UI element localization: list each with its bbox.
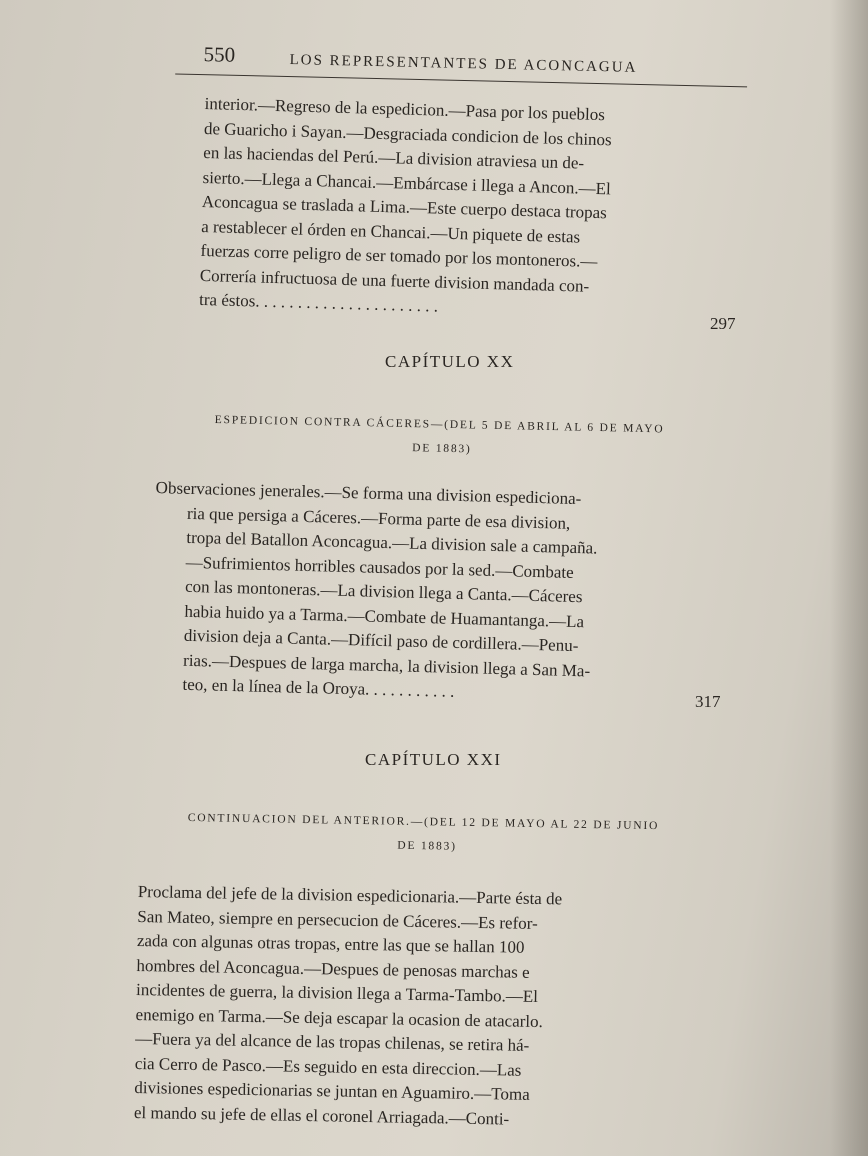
text-line: en las haciendas del Perú.—La division atraviesa un de- <box>203 142 585 173</box>
page-ref-297: 297 <box>710 314 736 333</box>
text-line: divisiones espedicionarias se juntan en Aguamiro.—Toma <box>134 1077 530 1104</box>
text-line: Observaciones jenerales.—Se forma una division espediciona- <box>155 477 582 509</box>
text-line: —Fuera ya del alcance de las tropas chilenas, se retira há- <box>135 1028 530 1055</box>
text-line: cia Cerro de Pasco.—Es seguido en esta direccion.—Las <box>134 1053 522 1080</box>
text-line: Proclama del jefe de la division espedicionaria.—Parte ésta de <box>137 881 563 909</box>
text-line: —Sufrimientos horribles causados por la sed.—Combate <box>185 552 574 582</box>
text-line: zada con algunas otras tropas, entre las que se hallan 100 <box>136 930 525 957</box>
text-line: habia huido ya a Tarma.—Combate de Huamantanga.—La <box>184 601 585 631</box>
text-line: con las montoneras.—La division llega a Canta.—Cáceres <box>184 576 583 607</box>
text-line: a restablecer el órden en Chancai.—Un piquete de estas <box>200 216 581 247</box>
subtitle-line: CONTINUACION DEL ANTERIOR.—(DEL 12 DE MAYO AL 22 DE JUNIO <box>187 811 660 833</box>
page-edge-shadow <box>830 0 868 1156</box>
text-line: hombres del Aconcagua.—Despues de penosas marchas e <box>136 955 530 982</box>
section-top-text <box>199 92 685 326</box>
chapter-xx-subtitle <box>214 408 695 466</box>
subtitle-line: DE 1883) <box>397 839 457 853</box>
text-line: ria que persiga a Cáceres.—Forma parte de esa division, <box>186 503 571 533</box>
text-line: Aconcagua se traslada a Lima.—Este cuerpo destaca tropas <box>201 191 608 223</box>
text-line: enemigo en Tarma.—Se deja escapar la ocasion de atacarlo. <box>135 1004 544 1031</box>
text-line: de Guaricho i Sayan.—Desgraciada condicion de los chinos <box>203 118 612 149</box>
chapter-xx-summary <box>150 476 666 710</box>
text-line: tropa del Batallon Aconcagua.—La division sale a campaña. <box>186 527 598 558</box>
subtitle-line: DE 1883) <box>412 442 472 456</box>
subtitle-line: ESPEDICION CONTRA CÁCERES—(DEL 5 DE ABRIL AL 6 DE MAYO <box>214 413 665 436</box>
header-rule <box>175 73 747 87</box>
text-line: sierto.—Llega a Chancai.—Embárcase i llega a Ancon.—El <box>202 167 612 198</box>
chapter-xx-heading: CAPÍTULO XX <box>385 352 515 371</box>
text-line: el mando su jefe de ellas el coronel Arriagada.—Conti- <box>133 1102 510 1129</box>
text-line: teo, en la línea de la Oroya. . . . . . . . . . . <box>182 674 455 701</box>
text-line: interior.—Regreso de la espedicion.—Pasa por los pueblos <box>204 93 606 125</box>
chapter-xxi-subtitle <box>187 806 688 863</box>
chapter-xxi-heading: CAPÍTULO XXI <box>365 750 502 769</box>
page-ref-317: 317 <box>695 692 721 711</box>
text-line: tra éstos. . . . . . . . . . . . . . . . . . . . . . <box>198 289 439 316</box>
text-line: rias.—Despues de larga marcha, la division llega a San Ma- <box>182 650 591 680</box>
text-line: incidentes de guerra, la division llega a Tarma-Tambo.—El <box>135 979 539 1006</box>
text-line: division deja a Canta.—Difícil paso de cordillera.—Penu- <box>183 625 579 656</box>
text-line: fuerzas corre peligro de ser tomado por los montoneros.— <box>200 240 598 272</box>
running-title: LOS REPRESENTANTES DE ACONCAGUA <box>289 52 638 76</box>
text-line: San Mateo, siempre en persecucion de Cáceres.—Es refor- <box>137 906 538 933</box>
text-line: Correría infructuosa de una fuerte division mandada con- <box>199 265 590 296</box>
page-number: 550 <box>203 42 236 67</box>
chapter-xxi-summary <box>134 880 648 1134</box>
